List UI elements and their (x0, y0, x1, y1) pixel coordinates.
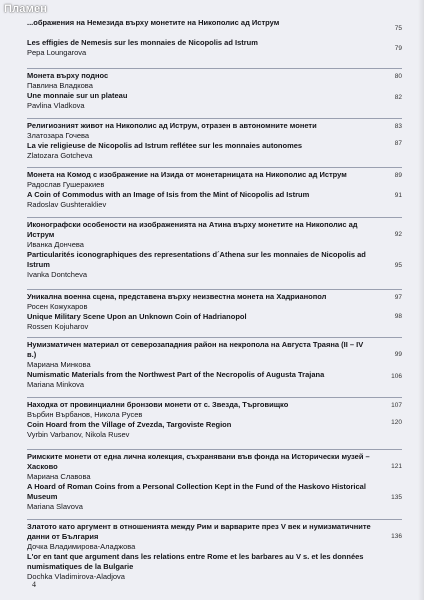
entry-author: Върбин Върбанов, Никола Русев (27, 410, 143, 419)
entry-title: Римските монети от една лична колекция, съхранявани във фонда на Исторически музей – Хасково (27, 452, 370, 471)
entry-page: 107 (391, 402, 402, 409)
divider (27, 167, 402, 168)
entry-translated-page: 91 (394, 192, 402, 199)
entry-translated-title: Les effigies de Nemesis sur les monnaies de Nicopolis ad Istrum (27, 38, 258, 47)
entry-translated-page: 79 (394, 45, 402, 52)
watermark-text: Пламен (4, 3, 48, 15)
page-number: 4 (32, 580, 36, 589)
entry-translated-author: Pavlina Vladkova (27, 101, 85, 110)
entry-title: Находка от провинциални бронзови монети от с. Звезда, Търговищко (27, 400, 289, 409)
entry-author: Росен Кожухаров (27, 302, 88, 311)
entry-translated-page: 120 (391, 419, 402, 426)
toc-entry (27, 452, 402, 512)
entry-author: Иванка Дончева (27, 240, 84, 249)
entry-title: Религиозният живот на Никополис ад Иструм, отразен в автономните монети (27, 121, 317, 130)
entry-title: Златото като аргумент в отношенията между Рим и варварите през V век и нумизматичните данни от България (27, 522, 371, 541)
entry-translated-author: Pepa Loungarova (27, 48, 87, 57)
entry-translated-author: Mariana Slavova (27, 502, 83, 511)
entry-author: Мариана Минкова (27, 360, 91, 369)
entry-translated-author: Ivanka Dontcheva (27, 270, 88, 279)
entry-translated-title: Une monnaie sur un plateau (27, 91, 128, 100)
toc-entry (27, 170, 402, 210)
divider (27, 519, 402, 520)
entry-page: 92 (394, 231, 402, 238)
page-edge-shadow (418, 0, 424, 600)
divider (27, 289, 402, 290)
entry-translated-page: 95 (394, 262, 402, 269)
entry-translated-title: L'or en tant que argument dans les relations entre Rome et les barbares au V s. et les données numismatiques de la Bulgarie (27, 552, 364, 571)
toc-entry (27, 400, 402, 440)
divider (27, 68, 402, 69)
toc-entry (27, 522, 402, 582)
toc-entry (27, 220, 402, 280)
entry-title: Монета върху поднос (27, 71, 109, 80)
entry-translated-page: 98 (394, 313, 402, 320)
entry-translated-title: A Hoard of Roman Coins from a Personal Collection Kept in the Fund of the Haskovo Historical Museum (27, 482, 366, 501)
entry-author: Дочка Владимирова-Аладжова (27, 542, 136, 551)
entry-page: 97 (394, 294, 402, 301)
toc-entry (27, 292, 402, 332)
entry-title: Монета на Комод с изображение на Изида от монетарницата на Никополис ад Иструм (27, 170, 347, 179)
entry-page: 89 (394, 172, 402, 179)
entry-translated-author: Dochka Vladimirova-Aladjova (27, 572, 125, 581)
entry-translated-title: Unique Military Scene Upon an Unknown Coin of Hadrianopol (27, 312, 247, 321)
entry-title: Нумизматичен материал от северозападния район на некропола на Августа Траяна (II – IV в.) (27, 340, 364, 359)
divider (27, 337, 402, 338)
entry-translated-author: Zlatozara Gotcheva (27, 151, 93, 160)
entry-author: Мариана Славова (27, 472, 91, 481)
entry-translated-title: Particularités iconographiques des representations d´Athena sur les monnaies de Nicopolis ad Istrum (27, 250, 366, 269)
entry-title: Уникална военна сцена, представена върху неизвестна монета на Хадрианопол (27, 292, 327, 301)
entry-translated-page: 87 (394, 140, 402, 147)
entry-translated-title: La vie religieuse de Nicopolis ad Istrum reflétee sur les monnaies autonomes (27, 141, 303, 150)
entry-author: Павлина Владкова (27, 81, 93, 90)
entry-title: ...ображения на Немезида върху монетите на Никополис ад Иструм (27, 18, 280, 27)
entry-translated-author: Vyrbin Varbanov, Nikola Rusev (27, 430, 130, 439)
divider (27, 449, 402, 450)
entry-translated-title: A Coin of Commodus with an Image of Isis from the Mint of Nicopolis ad Istrum (27, 190, 310, 199)
entry-translated-title: Coin Hoard from the Village of Zvezda, Targoviste Region (27, 420, 232, 429)
divider (27, 217, 402, 218)
entry-page: 80 (394, 73, 402, 80)
entry-page: 121 (391, 463, 402, 470)
entry-page: 136 (391, 533, 402, 540)
toc-entry (27, 340, 402, 390)
entry-page: 99 (394, 351, 402, 358)
entry-translated-author: Radoslav Gushterakliev (27, 200, 107, 209)
entry-page: 75 (394, 25, 402, 32)
entry-translated-author: Mariana Minkova (27, 380, 85, 389)
entry-translated-page: 82 (394, 94, 402, 101)
divider (27, 397, 402, 398)
entry-title: Иконографски особености на изображенията на Атина върху монетите на Никополис ад Иструм (27, 220, 358, 239)
toc-entry (27, 121, 402, 161)
entry-translated-page: 135 (391, 494, 402, 501)
entry-page: 83 (394, 123, 402, 130)
entry-author: Радослав Гушеракиев (27, 180, 105, 189)
toc-entry (27, 18, 402, 58)
toc-entry (27, 71, 402, 111)
divider (27, 118, 402, 119)
entry-translated-author: Rossen Kojuharov (27, 322, 89, 331)
entry-translated-page: 106 (391, 373, 402, 380)
entry-author: Златозара Гочева (27, 131, 90, 140)
entry-translated-title: Numismatic Materials from the Northwest Part of the Necropolis of Augusta Trajana (27, 370, 325, 379)
